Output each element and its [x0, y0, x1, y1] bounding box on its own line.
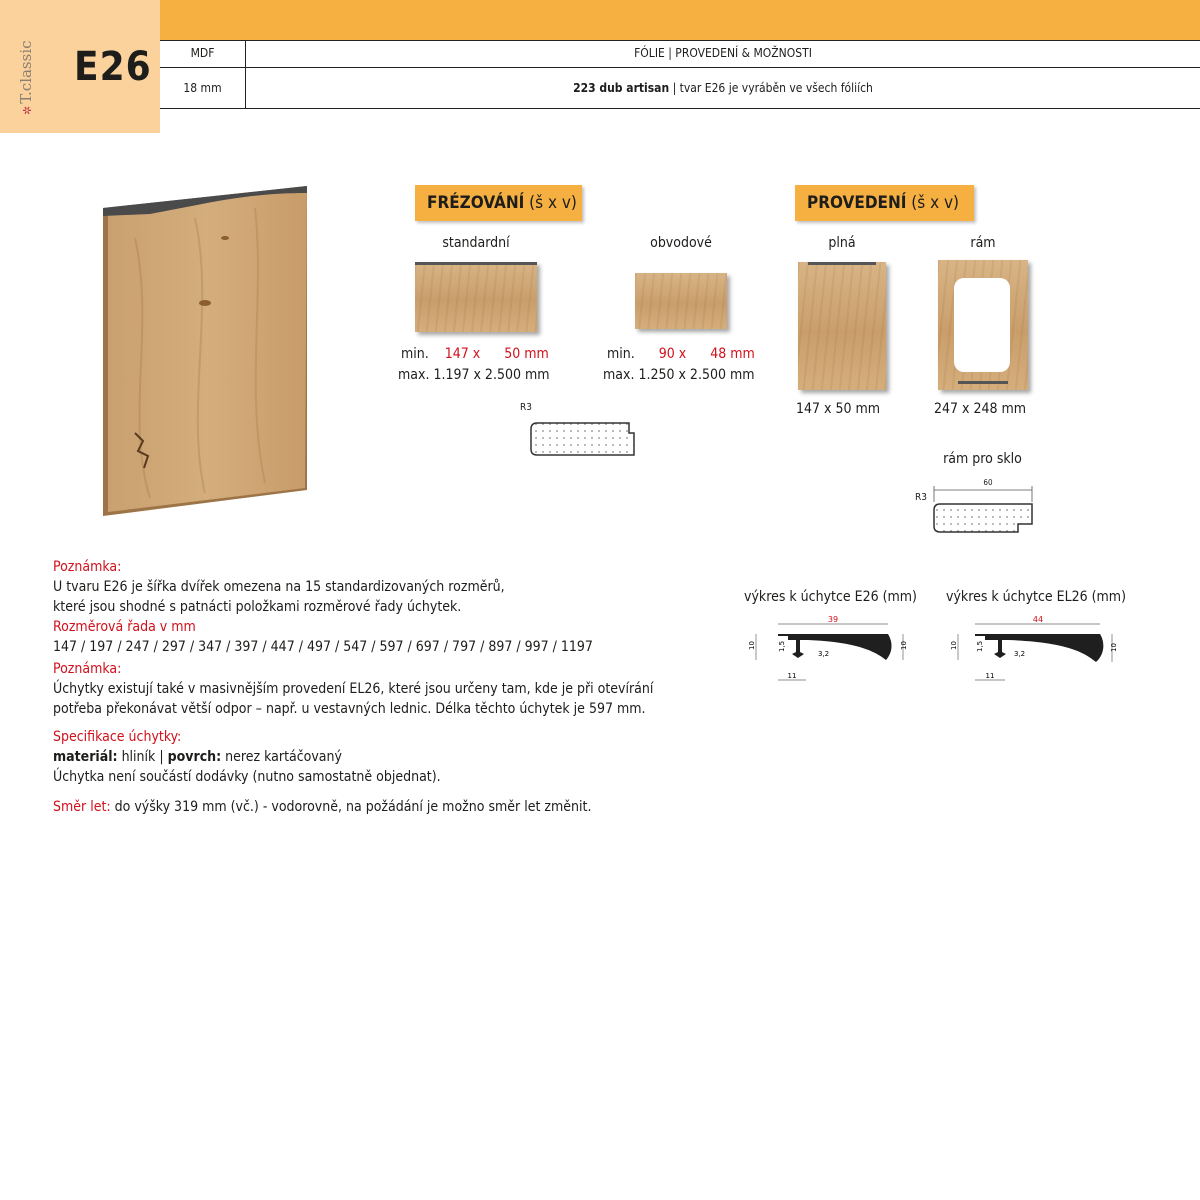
design-heading: PROVEDENÍ (š x v) — [795, 185, 974, 221]
glass-frame-label: rám pro sklo — [943, 451, 1022, 467]
profile-radius-label: R3 — [520, 402, 532, 413]
col-head-foils: FÓLIE | PROVEDENÍ & MOŽNOSTI — [634, 46, 812, 60]
svg-text:10: 10 — [950, 641, 958, 650]
milling-heading: FRÉZOVÁNÍ (š x v) — [415, 185, 582, 221]
material-thickness: 18 mm — [183, 81, 222, 95]
col-head-material: MDF — [190, 46, 215, 60]
design-solid-label: plná — [828, 235, 856, 251]
design-solid-sample — [798, 262, 886, 390]
svg-text:11: 11 — [985, 672, 995, 680]
svg-text:3,2: 3,2 — [1014, 650, 1026, 658]
size-series: 147 / 197 / 247 / 297 / 347 / 397 / 447 / 497 / 547 / 597 / 697 / 797 / 897 / 997 / 1197 — [53, 639, 593, 655]
foil-info: 223 dub artisan | tvar E26 je vyráběn ve všech fóliích — [573, 81, 873, 95]
edge-profile-drawing — [527, 415, 639, 463]
svg-text:10: 10 — [748, 641, 756, 650]
handle-icon — [808, 262, 876, 265]
svg-text:1,5: 1,5 — [778, 640, 786, 652]
divider — [160, 108, 1200, 109]
design-frame-sample — [938, 260, 1028, 390]
milling-standard-label: standardní — [442, 235, 510, 251]
svg-text:39: 39 — [827, 615, 839, 624]
divider — [160, 40, 1200, 41]
glass-frame-radius-label: R3 — [915, 492, 927, 503]
milling-standard-max: max. 1.197 x 2.500 mm — [398, 367, 550, 383]
drawing-e26 — [748, 612, 918, 687]
design-frame-size: 247 x 248 mm — [934, 401, 1027, 417]
drawing-el26-title: výkres k úchytce EL26 (mm) — [946, 589, 1126, 605]
milling-perimeter-sample — [635, 273, 727, 329]
svg-text:44: 44 — [1032, 615, 1044, 624]
svg-text:1,5: 1,5 — [976, 640, 984, 652]
handle-icon — [958, 381, 1008, 384]
star-icon: ✲ — [21, 105, 34, 115]
svg-text:10: 10 — [900, 641, 908, 650]
door-image — [95, 178, 317, 518]
svg-text:11: 11 — [787, 672, 797, 680]
milling-standard-min: min. 147 x 50 mm — [401, 346, 549, 362]
svg-text:3,2: 3,2 — [818, 650, 830, 658]
model-code: E26 — [74, 44, 152, 90]
header-bar — [160, 0, 1200, 40]
glass-frame-profile-drawing — [928, 480, 1038, 540]
design-solid-size: 147 x 50 mm — [796, 401, 881, 417]
design-frame-label: rám — [970, 235, 996, 251]
drawing-e26-title: výkres k úchytce E26 (mm) — [744, 589, 917, 605]
svg-text:10: 10 — [1110, 643, 1118, 652]
notes-block: Poznámka: U tvaru E26 je šířka dvířek omezena na 15 standardizovaných rozměrů, které jsou shodné s patnácti položkami rozměrové řady úchytek. Rozměrová řada v mm 147 / 197 / 247 / 297 / 347 / 397 / 447 / 497 / 547 / 597 / 697 / 797 / 897 / 997 / 1197 Poznámka: Úchytky existují také v masivnějším provedení EL26, které jsou určeny tam, kde je při otevírání potřeba překonávat větší odpor – např. u vestavných lednic. Délka těchto úchytek je 597 mm. Specifikace úchytky: materiál: hliník | povrch: nerez kartáčovaný Úchytka není součástí dodávky (nutno samostatně objednat). Směr let: do výšky 319 mm (vč.) - vodorovně, na požádání je možno směr let změnit. — [53, 559, 654, 815]
drawing-el26 — [950, 612, 1120, 687]
milling-perimeter-max: max. 1.250 x 2.500 mm — [603, 367, 755, 383]
divider — [160, 67, 1200, 68]
milling-standard-sample — [415, 262, 537, 332]
glass-opening — [954, 278, 1010, 372]
milling-perimeter-label: obvodové — [650, 235, 712, 251]
milling-perimeter-min: min. 90 x 48 mm — [607, 346, 755, 362]
handle-icon — [415, 262, 537, 265]
brand-logo: ✲T.classic — [17, 40, 35, 115]
glass-frame-width-label: 60 — [983, 478, 993, 487]
